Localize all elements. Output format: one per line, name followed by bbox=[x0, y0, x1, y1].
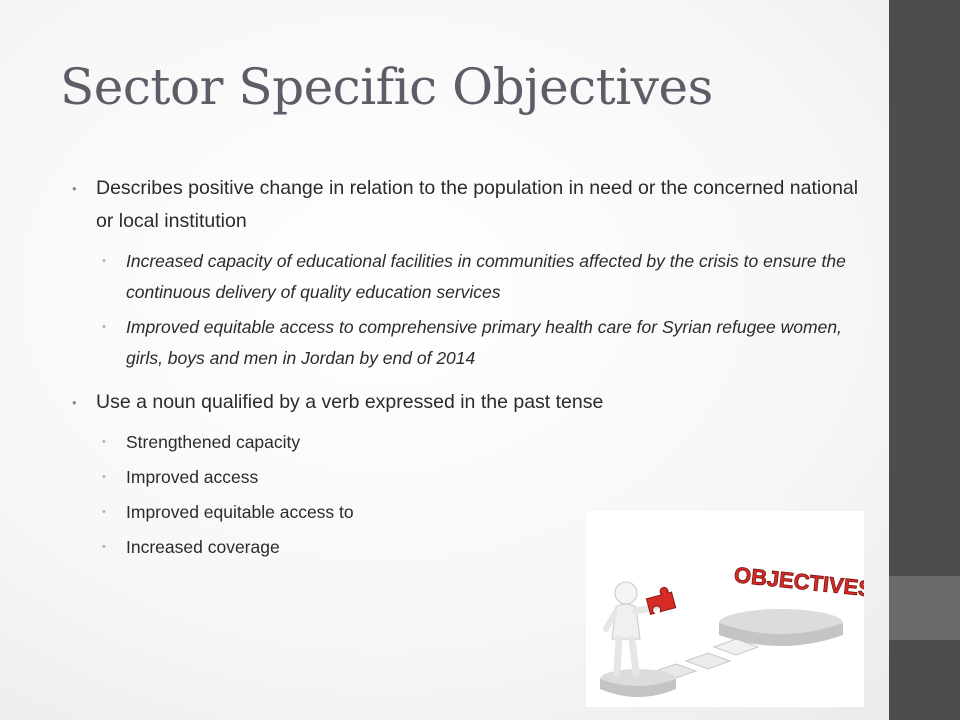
sidebar-bar bbox=[889, 0, 960, 720]
sub-bullet-1-1-text: Increased capacity of educational facilities in communities affected by the crisis to ensure the continuous delivery of quality education services bbox=[126, 251, 846, 302]
figure-person bbox=[606, 582, 656, 673]
bullet-1 bbox=[72, 172, 862, 238]
bullet-dot: • bbox=[72, 395, 77, 410]
bullet-dot: • bbox=[102, 471, 106, 483]
slide-title: Sector Specific Objectives bbox=[60, 58, 713, 116]
bullet-dot: • bbox=[102, 255, 106, 267]
sub-bullet-1-2 bbox=[72, 312, 862, 374]
sub-bullet-2-4-text: Increased coverage bbox=[126, 537, 280, 557]
red-puzzle-piece bbox=[645, 586, 676, 615]
objectives-illustration bbox=[586, 511, 864, 707]
puzzle-figure-illustration bbox=[586, 511, 864, 707]
sub-bullet-2-1-text: Strengthened capacity bbox=[126, 432, 301, 452]
sub-bullet-1-2-text: Improved equitable access to comprehensive primary health care for Syrian refugee women, girls, boys and men in Jordan by end of 2014 bbox=[126, 317, 842, 368]
bullet-2-text: Use a noun qualified by a verb expressed in the past tense bbox=[96, 391, 604, 413]
bullet-2 bbox=[72, 386, 862, 419]
sub-bullet-1-1 bbox=[72, 246, 862, 308]
sidebar-accent-band bbox=[889, 576, 960, 640]
bullet-dot: • bbox=[72, 181, 77, 196]
slide-body bbox=[72, 172, 862, 567]
sub-bullet-2-3-text: Improved equitable access to bbox=[126, 502, 354, 522]
sub-bullet-2-1 bbox=[72, 427, 862, 458]
bullet-dot: • bbox=[102, 541, 106, 553]
puzzle-path-piece bbox=[686, 653, 730, 669]
objectives-sign bbox=[733, 562, 864, 601]
bullet-dot: • bbox=[102, 506, 106, 518]
sub-bullet-2-2 bbox=[72, 462, 862, 493]
bullet-1-text: Describes positive change in relation to the population in need or the concerned national or local institution bbox=[96, 177, 859, 232]
objectives-sign-text: OBJECTIVES bbox=[732, 562, 864, 602]
sub-bullet-2-2-text: Improved access bbox=[126, 467, 259, 487]
bullet-dot: • bbox=[102, 321, 106, 333]
bullet-dot: • bbox=[102, 436, 106, 448]
